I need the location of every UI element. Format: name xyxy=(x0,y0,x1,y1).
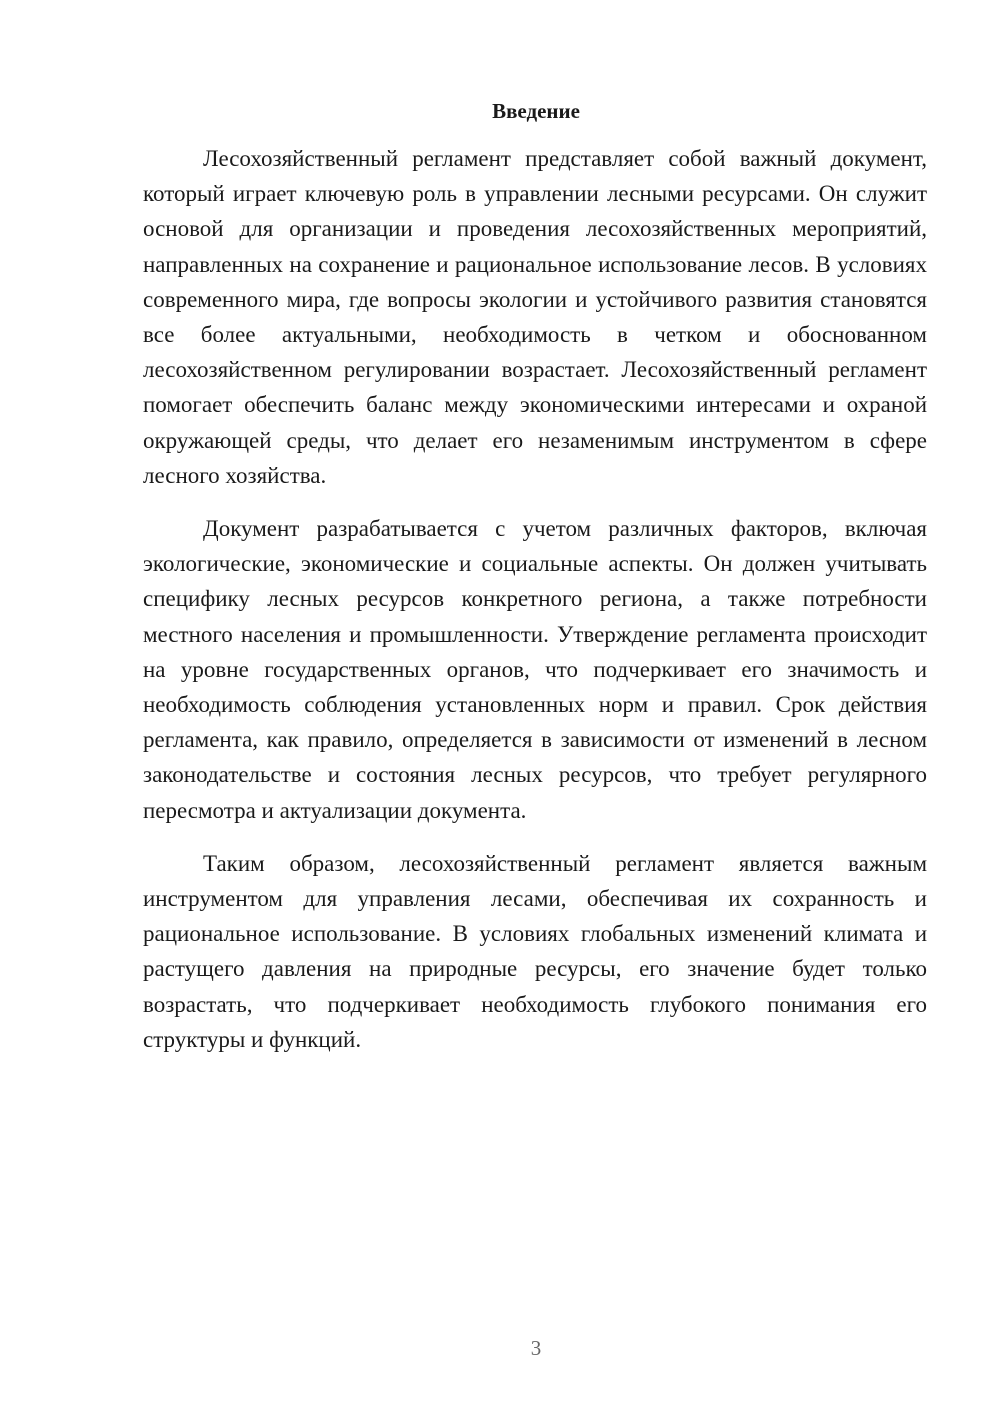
paragraph-2: Документ разрабатывается с учетом различных факторов, включая экологические, экономические и социальные аспекты. Он должен учитывать специфику лесных ресурсов конкретного региона, а также потребности местного населения и промышленности. Утверждение регламента происходит на уровне государственных органов, что подчеркивает его значимость и необходимость соблюдения установленных норм и правил. Срок действия регламента, как правило, определяется в зависимости от изменений в лесном законодательстве и состояния лесных ресурсов, что требует регулярного пересмотра и актуализации документа. xyxy=(143,516,927,823)
paragraph-3: Таким образом, лесохозяйственный регламент является важным инструментом для управления лесами, обеспечивая их сохранность и рациональное использование. В условиях глобальных изменений климата и растущего давления на природные ресурсы, его значение будет только возрастать, что подчеркивает необходимость глубокого понимания его структуры и функций. xyxy=(143,850,927,1052)
page-number: 3 xyxy=(530,1336,542,1360)
section-heading: Введение xyxy=(492,99,580,123)
paragraph-1: Лесохозяйственный регламент представляет собой важный документ, который играет ключевую роль в управлении лесными ресурсами. Он служит основой для организации и проведения лесохозяйственных мероприятий, направленных на сохранение и рациональное использование лесов. В условиях современного мира, где вопросы экологии и устойчивого развития становятся все более актуальными, необходимость в четком и обоснованном лесохозяйственном регулировании возрастает. Лесохозяйственный регламент помогает обеспечить баланс между экономическими интересами и охраной окружающей среды, что делает его незаменимым инструментом в сфере лесного хозяйства. xyxy=(143,146,927,488)
body-text xyxy=(143,141,927,1057)
